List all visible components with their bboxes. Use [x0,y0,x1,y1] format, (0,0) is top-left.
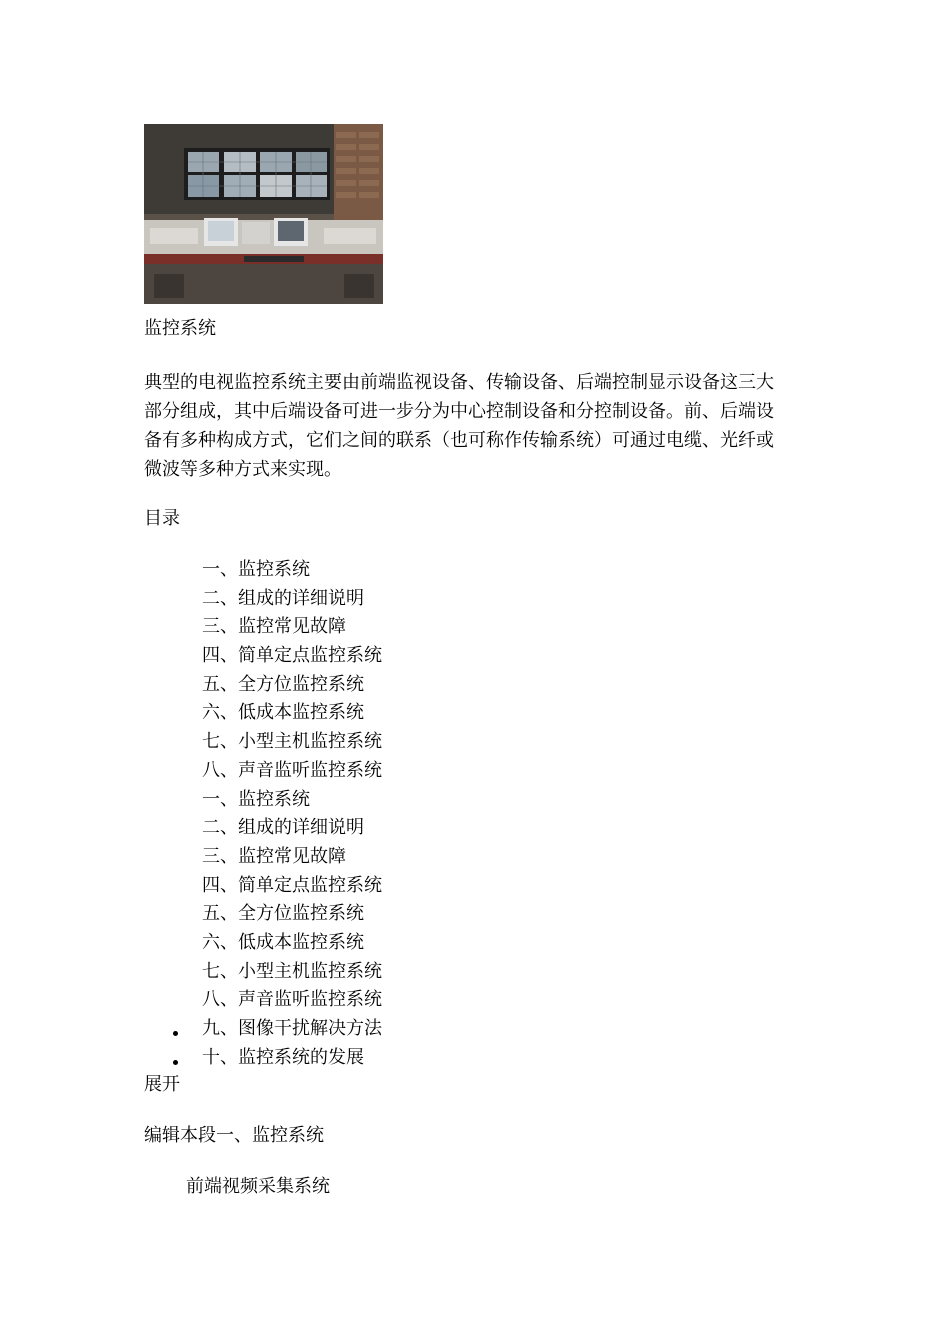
toc-item[interactable]: 五、全方位监控系统 [202,903,364,925]
toc-item[interactable]: 八、声音监听监控系统 [202,989,382,1011]
monitoring-room-illustration [144,124,383,304]
intro-line: 典型的电视监控系统主要由前端监视设备、传输设备、后端控制显示设备这三大 [144,372,774,393]
expand-link[interactable]: 展开 [144,1074,180,1095]
toc-item[interactable]: 二、组成的详细说明 [202,817,364,839]
image-caption: 监控系统 [144,318,216,339]
toc-item[interactable]: 七、小型主机监控系统 [202,731,382,753]
toc-item[interactable]: 六、低成本监控系统 [202,931,364,953]
toc-item[interactable]: 五、全方位监控系统 [202,673,364,695]
table-of-contents [202,556,382,1072]
toc-item[interactable]: 四、简单定点监控系统 [202,645,382,667]
intro-line: 微波等多种方式来实现。 [144,459,342,480]
toc-item[interactable]: 四、简单定点监控系统 [202,874,382,896]
toc-item[interactable]: 十、监控系统的发展 [202,1044,382,1073]
toc-item[interactable]: 一、监控系统 [202,788,310,810]
toc-item[interactable]: 七、小型主机监控系统 [202,960,382,982]
intro-paragraph [144,368,812,484]
toc-item[interactable]: 八、声音监听监控系统 [202,759,382,781]
toc-item[interactable]: 六、低成本监控系统 [202,702,364,724]
toc-item[interactable]: 三、监控常见故障 [202,616,346,638]
toc-item[interactable]: 二、组成的详细说明 [202,587,364,609]
monitoring-room-photo [144,124,383,304]
toc-item[interactable]: 九、图像干扰解决方法 [202,1015,382,1044]
section-heading: 编辑本段一、监控系统 [144,1125,324,1146]
intro-line: 部分组成，其中后端设备可进一步分为中心控制设备和分控制设备。前、后端设 [144,401,774,422]
intro-line: 备有多种构成方式，它们之间的联系（也可称作传输系统）可通过电缆、光纤或 [144,430,774,451]
toc-item[interactable]: 一、监控系统 [202,559,310,580]
toc-item[interactable]: 三、监控常见故障 [202,845,346,867]
toc-title: 目录 [144,508,180,529]
sub-heading: 前端视频采集系统 [186,1176,330,1197]
